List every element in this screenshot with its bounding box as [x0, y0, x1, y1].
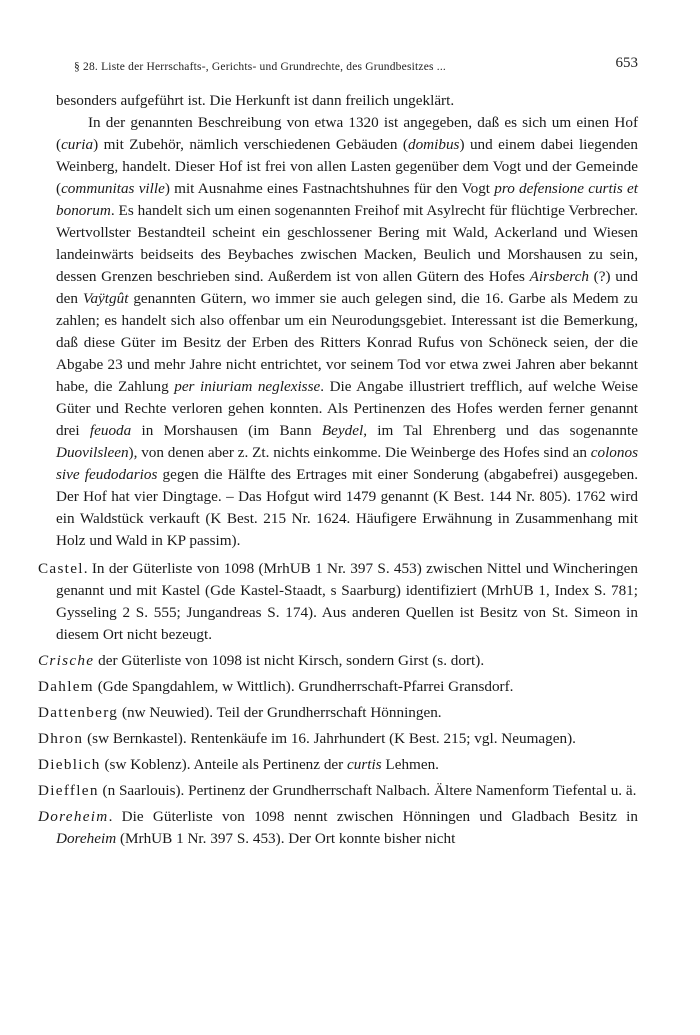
entry-name: Dattenberg [38, 704, 119, 721]
entry-name: Castel [38, 560, 84, 577]
paragraph-continuation: besonders aufgeführt ist. Die Herkunft ist dann freilich ungeklärt. [56, 92, 455, 109]
entry-name: Dahlem [38, 678, 94, 695]
paragraph-hof-description: In der genannten Beschreibung von etwa 1320 ist angegeben, daß es sich um einen Hof (curia) mit Zubehör, nämlich verschiedenen Gebäuden (domibus) und einem dabei liegenden Weinberg, handelt. Dieser Hof ist frei von allen Lasten gegenüber dem Vogt und der Gemeinde (communitas ville) mit Ausnahme eines Fastnachtshuhnes für den Vogt pro defensione curtis et bonorum. Es handelt sich um einen sogenannten Freihof mit Asylrecht für flüchtige Verbrecher. Wertvollster Bestandteil scheint ein geschlossener Bering mit Wald, Ackerland und Wiesen landeinwärts beidseits des Beybaches zwischen Macken, Beulich und Morshausen zu sein, dessen Grenzen beschrieben sind. Außerdem ist von allen Gütern des Hofes Airsberch (?) und den Vaÿtgût genannten Gütern, wo immer sie auch gelegen sind, die 16. Garbe als Medem zu zahlen; es handelt sich also offenbar um ein Neurodungsgebiet. Interessant ist die Bemerkung, daß diese Güter im Besitz der Erben des Ritters Konrad Rufus von Schöneck seien, der die Abgabe 23 und mehr Jahre nicht entrichtet, vor seinem Tod vor etwa zwei Jahren aber bekannt habe, die Zahlung per iniuriam neglexisse. Die Angabe illustriert trefflich, auf welche Weise Güter und Rechte verloren gehen konnten. Als Pertinenzen des Hofes werden ferner genannt drei feuoda in Morshausen (im Bann Beydel, im Tal Ehrenberg und das sogenannte Duovilsleen), von denen aber z. Zt. nichts einkomme. Die Weinberge des Hofes sind an colonos sive feudodarios gegen die Hälfte des Ertrages mit einer Sonderung (abgabefrei) ausgegeben. Der Hof hat vier Dingtage. – Das Hofgut wird 1479 genannt (K Best. 144 Nr. 805). 1762 wird ein Waldstück verkauft (K Best. 215 Nr. 1624. Häufigere Erwähnung in Zusammenhang mit Holz und Wald in KP passim). [56, 114, 639, 549]
entry-castel: Castel. In der Güterliste von 1098 (MrhUB 1 Nr. 397 S. 453) zwischen Nittel und Wincheringen genannt und mit Kastel (Gde Kastel-Staadt, s Saarburg) identifiziert (MrhUB 1, Index S. 781; Gysseling 2 S. 555; Jungandreas S. 174). Aus anderen Quellen ist Besitz von St. Simeon in diesem Ort nicht bezeugt. [38, 560, 638, 643]
entry-name: Doreheim [38, 808, 109, 825]
running-head: § 28. Liste der Herrschafts-, Gerichts- und Grundrechte, des Grundbesitzes ... [74, 61, 446, 73]
entry-name: Diefflen [38, 782, 99, 799]
entry-name: Dhron [38, 730, 84, 747]
page-number: 653 [615, 55, 638, 71]
entry-crische: Crische der Güterliste von 1098 ist nicht Kirsch, sondern Girst (s. dort). [38, 652, 485, 669]
entry-dattenberg: Dattenberg (nw Neuwied). Teil der Grundherrschaft Hönningen. [38, 704, 442, 721]
entry-name: Dieblich [38, 756, 101, 773]
page-header [38, 52, 638, 78]
entry-doreheim: Doreheim. Die Güterliste von 1098 nennt zwischen Hönningen und Gladbach Besitz in Doreheim (MrhUB 1 Nr. 397 S. 453). Der Ort konnte bisher nicht [38, 808, 638, 847]
entry-dhron: Dhron (sw Bernkastel). Rentenkäufe im 16. Jahrhundert (K Best. 215; vgl. Neumagen). [38, 730, 576, 747]
entry-diefflen: Diefflen (n Saarlouis). Pertinenz der Grundherrschaft Nalbach. Ältere Namenform Tiefental u. ä. [38, 782, 637, 799]
entry-dieblich: Dieblich (sw Koblenz). Anteile als Pertinenz der curtis Lehmen. [38, 756, 439, 773]
document-page [38, 52, 638, 850]
entry-name: Crische [38, 652, 95, 669]
entry-dahlem: Dahlem (Gde Spangdahlem, w Wittlich). Grundherrschaft-Pfarrei Gransdorf. [38, 678, 514, 695]
